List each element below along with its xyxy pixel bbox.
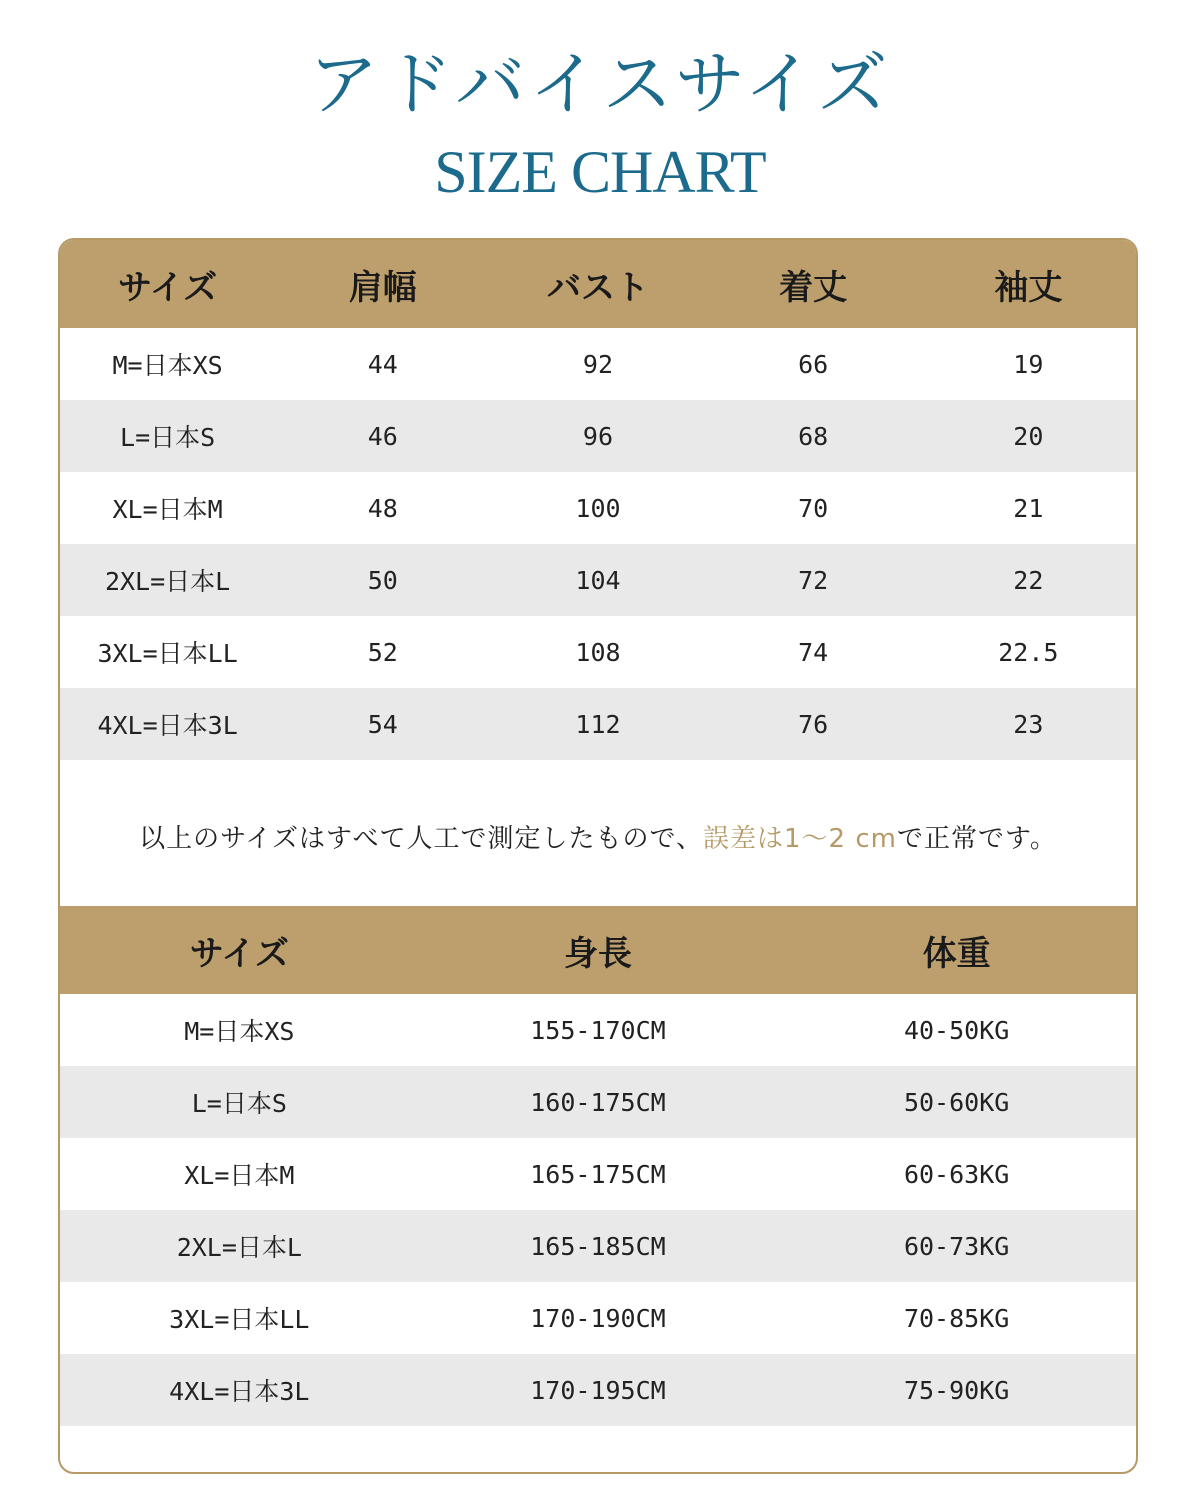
- page-subtitle: SIZE CHART: [434, 139, 766, 205]
- table-row: [60, 688, 1136, 760]
- table-cell: 96: [582, 421, 614, 451]
- table-cell: 165-185CM: [530, 1231, 666, 1261]
- table-cell: 60-63KG: [903, 1159, 1010, 1189]
- table-cell: 66: [798, 349, 829, 379]
- table-row: [60, 472, 1136, 544]
- table-cell: 3XL=日本LL: [97, 639, 238, 668]
- measurement-note: [60, 818, 1136, 855]
- table-cell: 19: [1013, 349, 1044, 379]
- table-row: [60, 544, 1136, 616]
- table-row: [60, 994, 1136, 1066]
- table-row: [60, 1354, 1136, 1426]
- note-highlight: 誤差は1～2 cm: [702, 824, 897, 854]
- table-cell: 4XL=日本3L: [169, 1377, 310, 1406]
- table-cell: 44: [367, 349, 398, 379]
- table1-header: [60, 240, 1136, 328]
- table-cell: 72: [798, 565, 829, 595]
- table-cell: 170-195CM: [530, 1375, 666, 1405]
- table-cell: 104: [575, 565, 621, 595]
- table-cell: 74: [798, 637, 829, 667]
- table-cell: 40-50KG: [903, 1015, 1010, 1045]
- table-row: [60, 1282, 1136, 1354]
- table-cell: 76: [798, 709, 829, 739]
- table-cell: XL=日本M: [184, 1161, 295, 1190]
- header-size: サイズ: [189, 933, 289, 974]
- table-row: [60, 400, 1136, 472]
- table-cell: 165-175CM: [530, 1159, 666, 1189]
- table-cell: 68: [798, 421, 829, 451]
- table-cell: 22.5: [998, 637, 1059, 667]
- note-text-before: 以上のサイズはすべて人工で測定したもので、: [139, 824, 703, 854]
- table-cell: 2XL=日本L: [104, 567, 231, 596]
- table-cell: XL=日本M: [112, 495, 223, 524]
- table-cell: 50: [367, 565, 398, 595]
- table-cell: 46: [367, 421, 398, 451]
- table2-header: [60, 906, 1136, 994]
- table-cell: 21: [1013, 493, 1044, 523]
- table-row: [60, 616, 1136, 688]
- table-cell: 50-60KG: [903, 1087, 1010, 1117]
- table-cell: M=日本XS: [112, 351, 223, 380]
- table-cell: 20: [1013, 421, 1044, 451]
- table-cell: 100: [575, 493, 621, 523]
- header-weight: 体重: [922, 933, 991, 974]
- header-length: 着丈: [779, 267, 848, 308]
- header-height: 身長: [563, 933, 632, 974]
- table-cell: L=日本S: [120, 423, 216, 452]
- note-text-after: で正常です。: [896, 824, 1057, 854]
- table-cell: 155-170CM: [530, 1015, 666, 1045]
- table-cell: 3XL=日本LL: [169, 1305, 310, 1334]
- page-title: アドバイスサイズ: [308, 43, 892, 125]
- table-cell: 92: [582, 349, 614, 379]
- header-sleeve: 袖丈: [994, 267, 1063, 308]
- size-chart-card: [58, 238, 1138, 1474]
- table-cell: 160-175CM: [530, 1087, 666, 1117]
- header-shoulder: 肩幅: [348, 267, 417, 308]
- table-cell: 60-73KG: [903, 1231, 1010, 1261]
- table-cell: 54: [367, 709, 398, 739]
- table-row: [60, 328, 1136, 400]
- table-cell: 2XL=日本L: [176, 1233, 302, 1262]
- header-bust: バスト: [546, 267, 649, 308]
- table-cell: 75-90KG: [903, 1375, 1010, 1405]
- table-cell: L=日本S: [191, 1089, 287, 1118]
- table-cell: 112: [575, 709, 621, 739]
- table-row: [60, 1210, 1136, 1282]
- table-cell: 48: [367, 493, 398, 523]
- table-cell: 22: [1013, 565, 1044, 595]
- table-cell: 52: [367, 637, 398, 667]
- table-cell: 23: [1013, 709, 1044, 739]
- table-cell: 108: [575, 637, 621, 667]
- table-cell: 170-190CM: [530, 1303, 666, 1333]
- table-cell: 70-85KG: [903, 1303, 1010, 1333]
- table-row: [60, 1066, 1136, 1138]
- table-cell: 70: [798, 493, 829, 523]
- table-row: [60, 1138, 1136, 1210]
- table-cell: M=日本XS: [184, 1017, 295, 1046]
- header-size: サイズ: [117, 267, 218, 308]
- table-cell: 4XL=日本3L: [97, 711, 238, 740]
